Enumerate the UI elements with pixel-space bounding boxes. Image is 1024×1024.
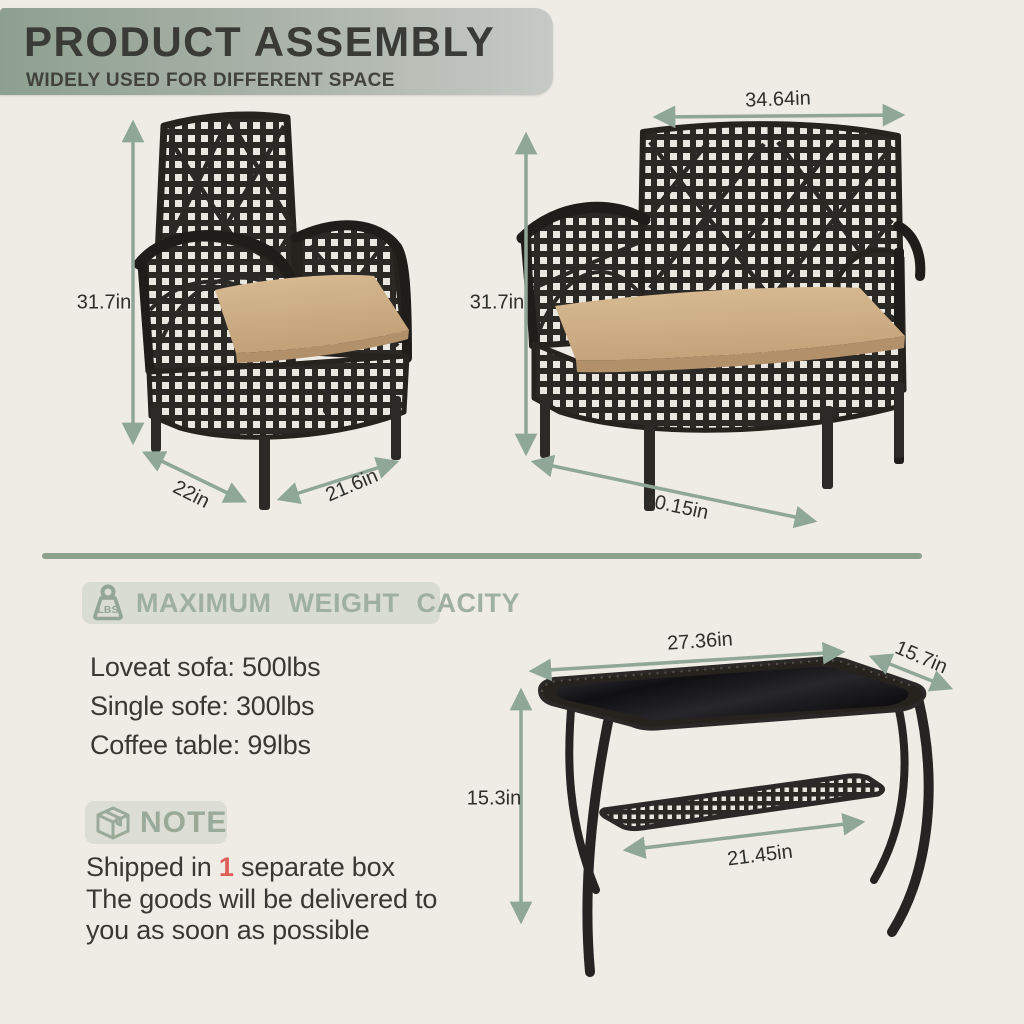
section-divider	[42, 553, 922, 559]
table-legs	[569, 690, 928, 972]
table-height-label: 15.3in	[466, 787, 522, 810]
note-box-count: 1	[218, 852, 234, 882]
note-text	[86, 852, 437, 947]
table-shelf-width-label: 21.45in	[726, 840, 794, 871]
weight-list-item-loveseat: Loveat sofa: 500lbs	[90, 652, 321, 682]
chair-illustration	[120, 106, 455, 516]
weight-list-item-single: Single sofe: 300lbs	[90, 691, 315, 721]
loveseat-illustration	[498, 98, 933, 528]
weight-capacity-list	[90, 648, 320, 765]
chair-depth-label: 22in	[169, 476, 214, 513]
table-top-width-label: 27.36in	[666, 628, 734, 655]
package-box-icon	[94, 805, 132, 841]
chair-width-label: 21.6in	[322, 464, 382, 507]
loveseat-back-width-label: 34.64in	[744, 87, 812, 112]
loveseat-height-label: 31.7in	[469, 291, 525, 314]
table-shelf	[602, 776, 883, 829]
svg-text:LBS: LBS	[97, 604, 119, 616]
weight-lbs-icon	[90, 584, 126, 622]
note-title: NOTE	[140, 805, 228, 839]
weight-capacity-header	[82, 582, 520, 624]
loveseat-width-label: 40.15in	[641, 488, 711, 525]
header-banner	[0, 8, 553, 95]
note-header	[85, 801, 227, 844]
page-subtitle: WIDELY USED FOR DIFFERENT SPACE	[26, 70, 395, 91]
weight-list-item-table: Coffee table: 99lbs	[90, 730, 311, 760]
coffee-table-illustration	[512, 632, 977, 982]
weight-capacity-title: MAXIMUM WEIGHT CACITY	[136, 587, 520, 618]
note-line-3: you as soon as possible	[86, 915, 370, 945]
note-line-1: Shipped in 1 separate box	[86, 852, 395, 882]
note-line-2: The goods will be delivered to	[86, 883, 438, 914]
chair-height-label: 31.7in	[76, 291, 132, 314]
table-top-depth-label: 15.7in	[891, 636, 951, 679]
page-title: PRODUCT ASSEMBLY	[24, 18, 496, 65]
